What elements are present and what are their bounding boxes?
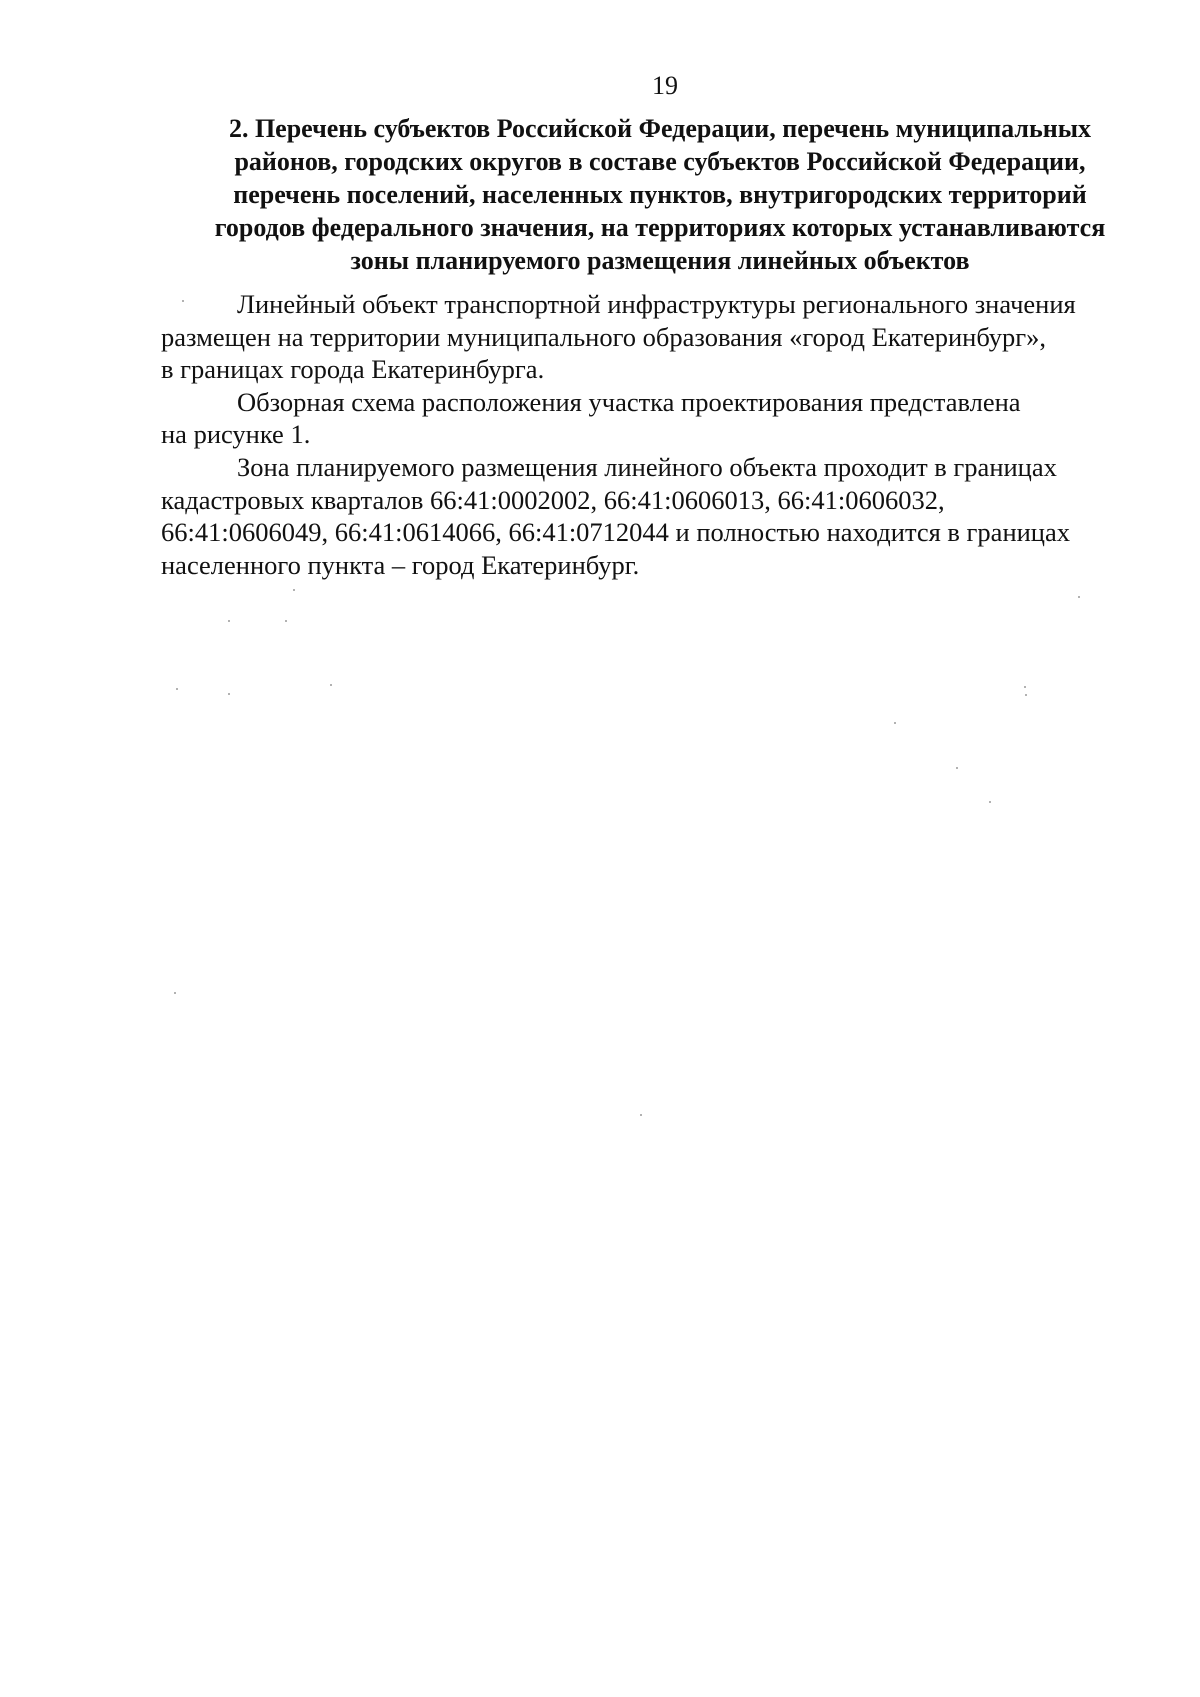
paragraph-line: Линейный объект транспортной инфраструктуры регионального значения: [237, 289, 1076, 319]
paragraph-line: населенного пункта – город Екатеринбург.: [161, 549, 640, 580]
heading-line: зоны планируемого размещения линейных объектов: [350, 246, 970, 275]
scan-speck: [228, 620, 230, 622]
scan-speck: [293, 589, 295, 591]
heading-line: районов, городских округов в составе субъектов Российской Федерации,: [234, 147, 1086, 176]
scan-speck: [285, 620, 287, 622]
scan-speck: [176, 688, 178, 690]
paragraph-cadastral-zone: [161, 451, 1161, 581]
scan-speck: [228, 693, 230, 695]
paragraph-line: Зона планируемого размещения линейного объекта проходит в границах: [237, 451, 1057, 482]
scan-speck: [1025, 694, 1027, 696]
paragraph-line: на рисунке 1.: [161, 419, 311, 450]
scan-speck: [330, 684, 332, 686]
section-heading: [160, 112, 1160, 277]
paragraph-overview-scheme: [161, 386, 1161, 451]
scan-speck: [182, 300, 184, 302]
heading-line: перечень поселений, населенных пунктов, внутригородских территорий: [233, 180, 1087, 209]
paragraph-line: размещен на территории муниципального образования «город Екатеринбург»,: [161, 321, 1047, 352]
scan-speck: [174, 992, 176, 994]
paragraph-line: кадастровых кварталов 66:41:0002002, 66:41:0606013, 66:41:0606032,: [161, 484, 945, 515]
paragraph-location: [161, 288, 1161, 386]
body-text: [161, 288, 1161, 581]
page-number: 19: [652, 71, 678, 100]
heading-line: городов федерального значения, на территориях которых устанавливаются: [214, 213, 1106, 242]
scan-speck: [1078, 596, 1080, 598]
paragraph-line: 66:41:0606049, 66:41:0614066, 66:41:0712044 и полностью находится в границах: [161, 517, 1070, 548]
scan-speck: [956, 767, 958, 769]
scan-speck: [640, 1114, 642, 1116]
heading-line: 2. Перечень субъектов Российской Федерации, перечень муниципальных: [228, 114, 1092, 143]
paragraph-line: Обзорная схема расположения участка проектирования представлена: [237, 386, 1021, 417]
scan-speck: [894, 722, 896, 724]
paragraph-line: в границах города Екатеринбурга.: [161, 354, 545, 385]
scan-speck: [989, 801, 991, 803]
scan-speck: [1024, 686, 1026, 688]
